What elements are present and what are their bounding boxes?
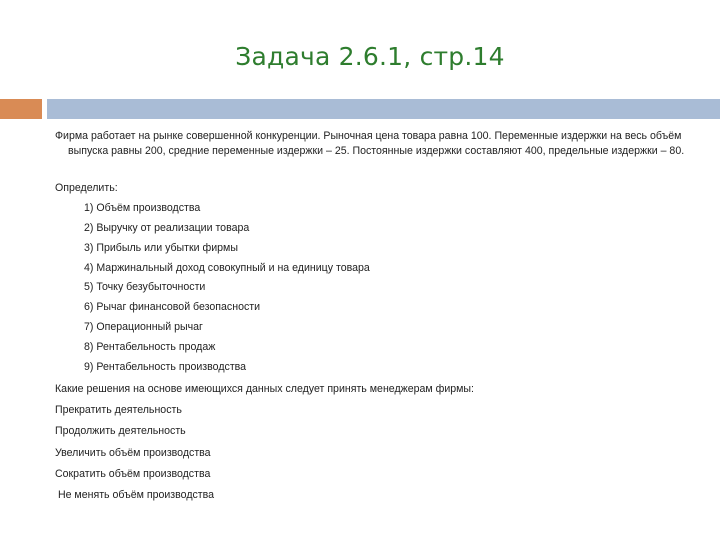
task-item-1: 1) Объём производства xyxy=(84,202,201,214)
decision-option-4: Сократить объём производства xyxy=(55,468,211,480)
task-item-7: 7) Операционный рычаг xyxy=(84,321,203,333)
accent-bar-orange xyxy=(0,99,42,119)
task-item-9: 9) Рентабельность производства xyxy=(84,361,247,373)
decision-option-5: Не менять объём производства xyxy=(55,489,215,501)
accent-bar-blue xyxy=(47,99,720,119)
slide-content xyxy=(55,129,695,501)
task-item-6: 6) Рычаг финансовой безопасности xyxy=(84,301,261,313)
decision-option-1: Прекратить деятельность xyxy=(55,404,182,416)
slide-title: Задача 2.6.1, стр.14 xyxy=(235,42,505,71)
decision-question: Какие решения на основе имеющихся данных следует принять менеджерам фирмы: xyxy=(55,383,474,395)
task-item-4: 4) Маржинальный доход совокупный и на единицу товара xyxy=(84,262,370,274)
determine-label: Определить: xyxy=(55,182,118,194)
task-item-3: 3) Прибыль или убытки фирмы xyxy=(84,242,238,254)
problem-statement: Фирма работает на рынке совершенной конкуренции. Рыночная цена товара равна 100. Переменные издержки на весь объём выпуска равны 200, средние переменные издержки – 25. Постоянные издержки составляют 400, предельные издержки – 80. xyxy=(55,130,685,157)
task-item-5: 5) Точку безубыточности xyxy=(84,281,206,293)
task-item-2: 2) Выручку от реализации товара xyxy=(84,222,250,234)
decision-option-2: Продолжить деятельность xyxy=(55,425,186,437)
decision-option-3: Увеличить объём производства xyxy=(55,447,211,459)
task-item-8: 8) Рентабельность продаж xyxy=(84,341,216,353)
